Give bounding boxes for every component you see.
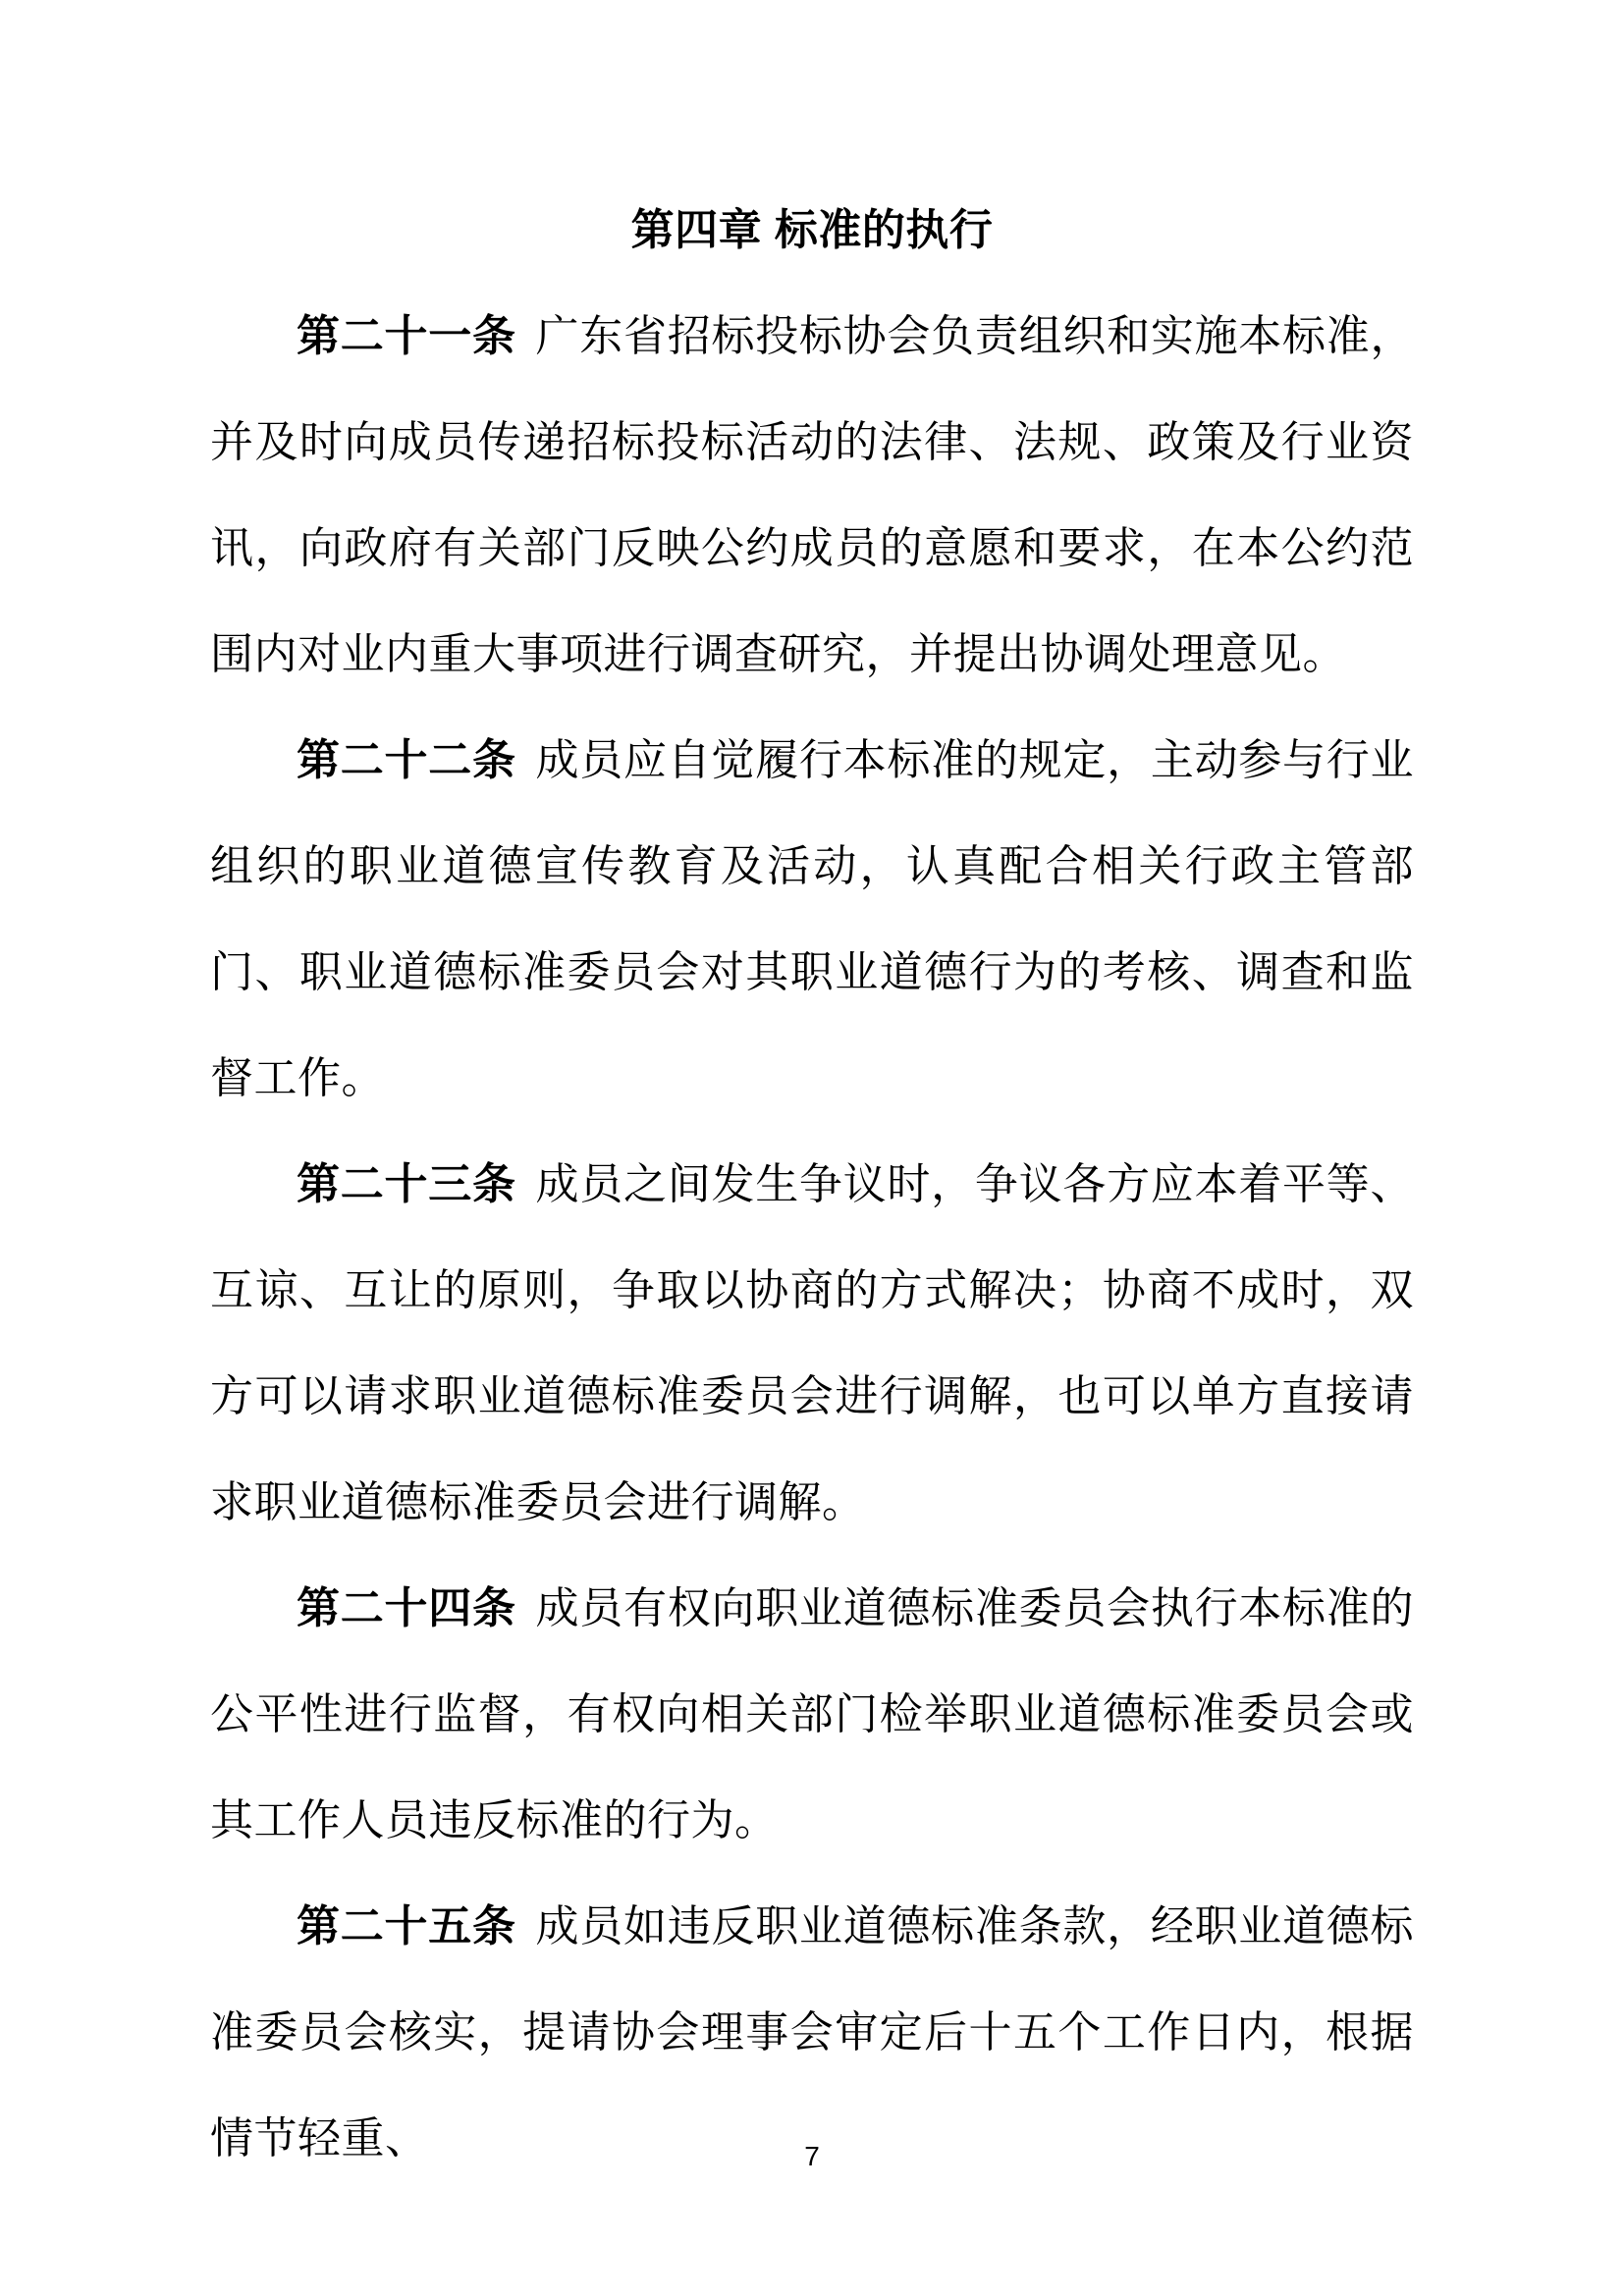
- article-number: 第二十三条: [297, 1160, 516, 1208]
- page-number: 7: [804, 2141, 820, 2171]
- document-content: [210, 178, 1414, 2192]
- article-number: 第二十一条: [297, 312, 516, 360]
- article-paragraph: [210, 284, 1414, 708]
- article-paragraph: [210, 708, 1414, 1132]
- chapter-title: 第四章 标准的执行: [630, 206, 994, 254]
- article-number: 第二十五条: [297, 1902, 516, 1950]
- article-paragraph: [210, 1132, 1414, 1556]
- article-number: 第二十二条: [297, 736, 516, 784]
- article-text: 广东省招标投标协会负责组织和实施本标准，并及时向成员传递招标投标活动的法律、法规、政策及行业资讯，向政府有关部门反映公约成员的意愿和要求，在本公约范围内对业内重大事项进行调查研究，并提出协调处理意见。: [210, 312, 1415, 678]
- article-text: 成员应自觉履行本标准的规定，主动参与行业组织的职业道德宣传教育及活动，认真配合相关行政主管部门、职业道德标准委员会对其职业道德行为的考核、调查和监督工作。: [210, 736, 1415, 1102]
- article-text: 成员如违反职业道德标准条款，经职业道德标准委员会核实，提请协会理事会审定后十五个工作日内，根据情节轻重、: [210, 1902, 1415, 2163]
- article-paragraph: [210, 1556, 1414, 1874]
- article-text: 成员有权向职业道德标准委员会执行本标准的公平性进行监督，有权向相关部门检举职业道德标准委员会或其工作人员违反标准的行为。: [210, 1584, 1415, 1844]
- article-text: 成员之间发生争议时，争议各方应本着平等、互谅、互让的原则，争取以协商的方式解决；协商不成时，双方可以请求职业道德标准委员会进行调解，也可以单方直接请求职业道德标准委员会进行调解。: [210, 1160, 1415, 1526]
- article-number: 第二十四条: [297, 1584, 516, 1632]
